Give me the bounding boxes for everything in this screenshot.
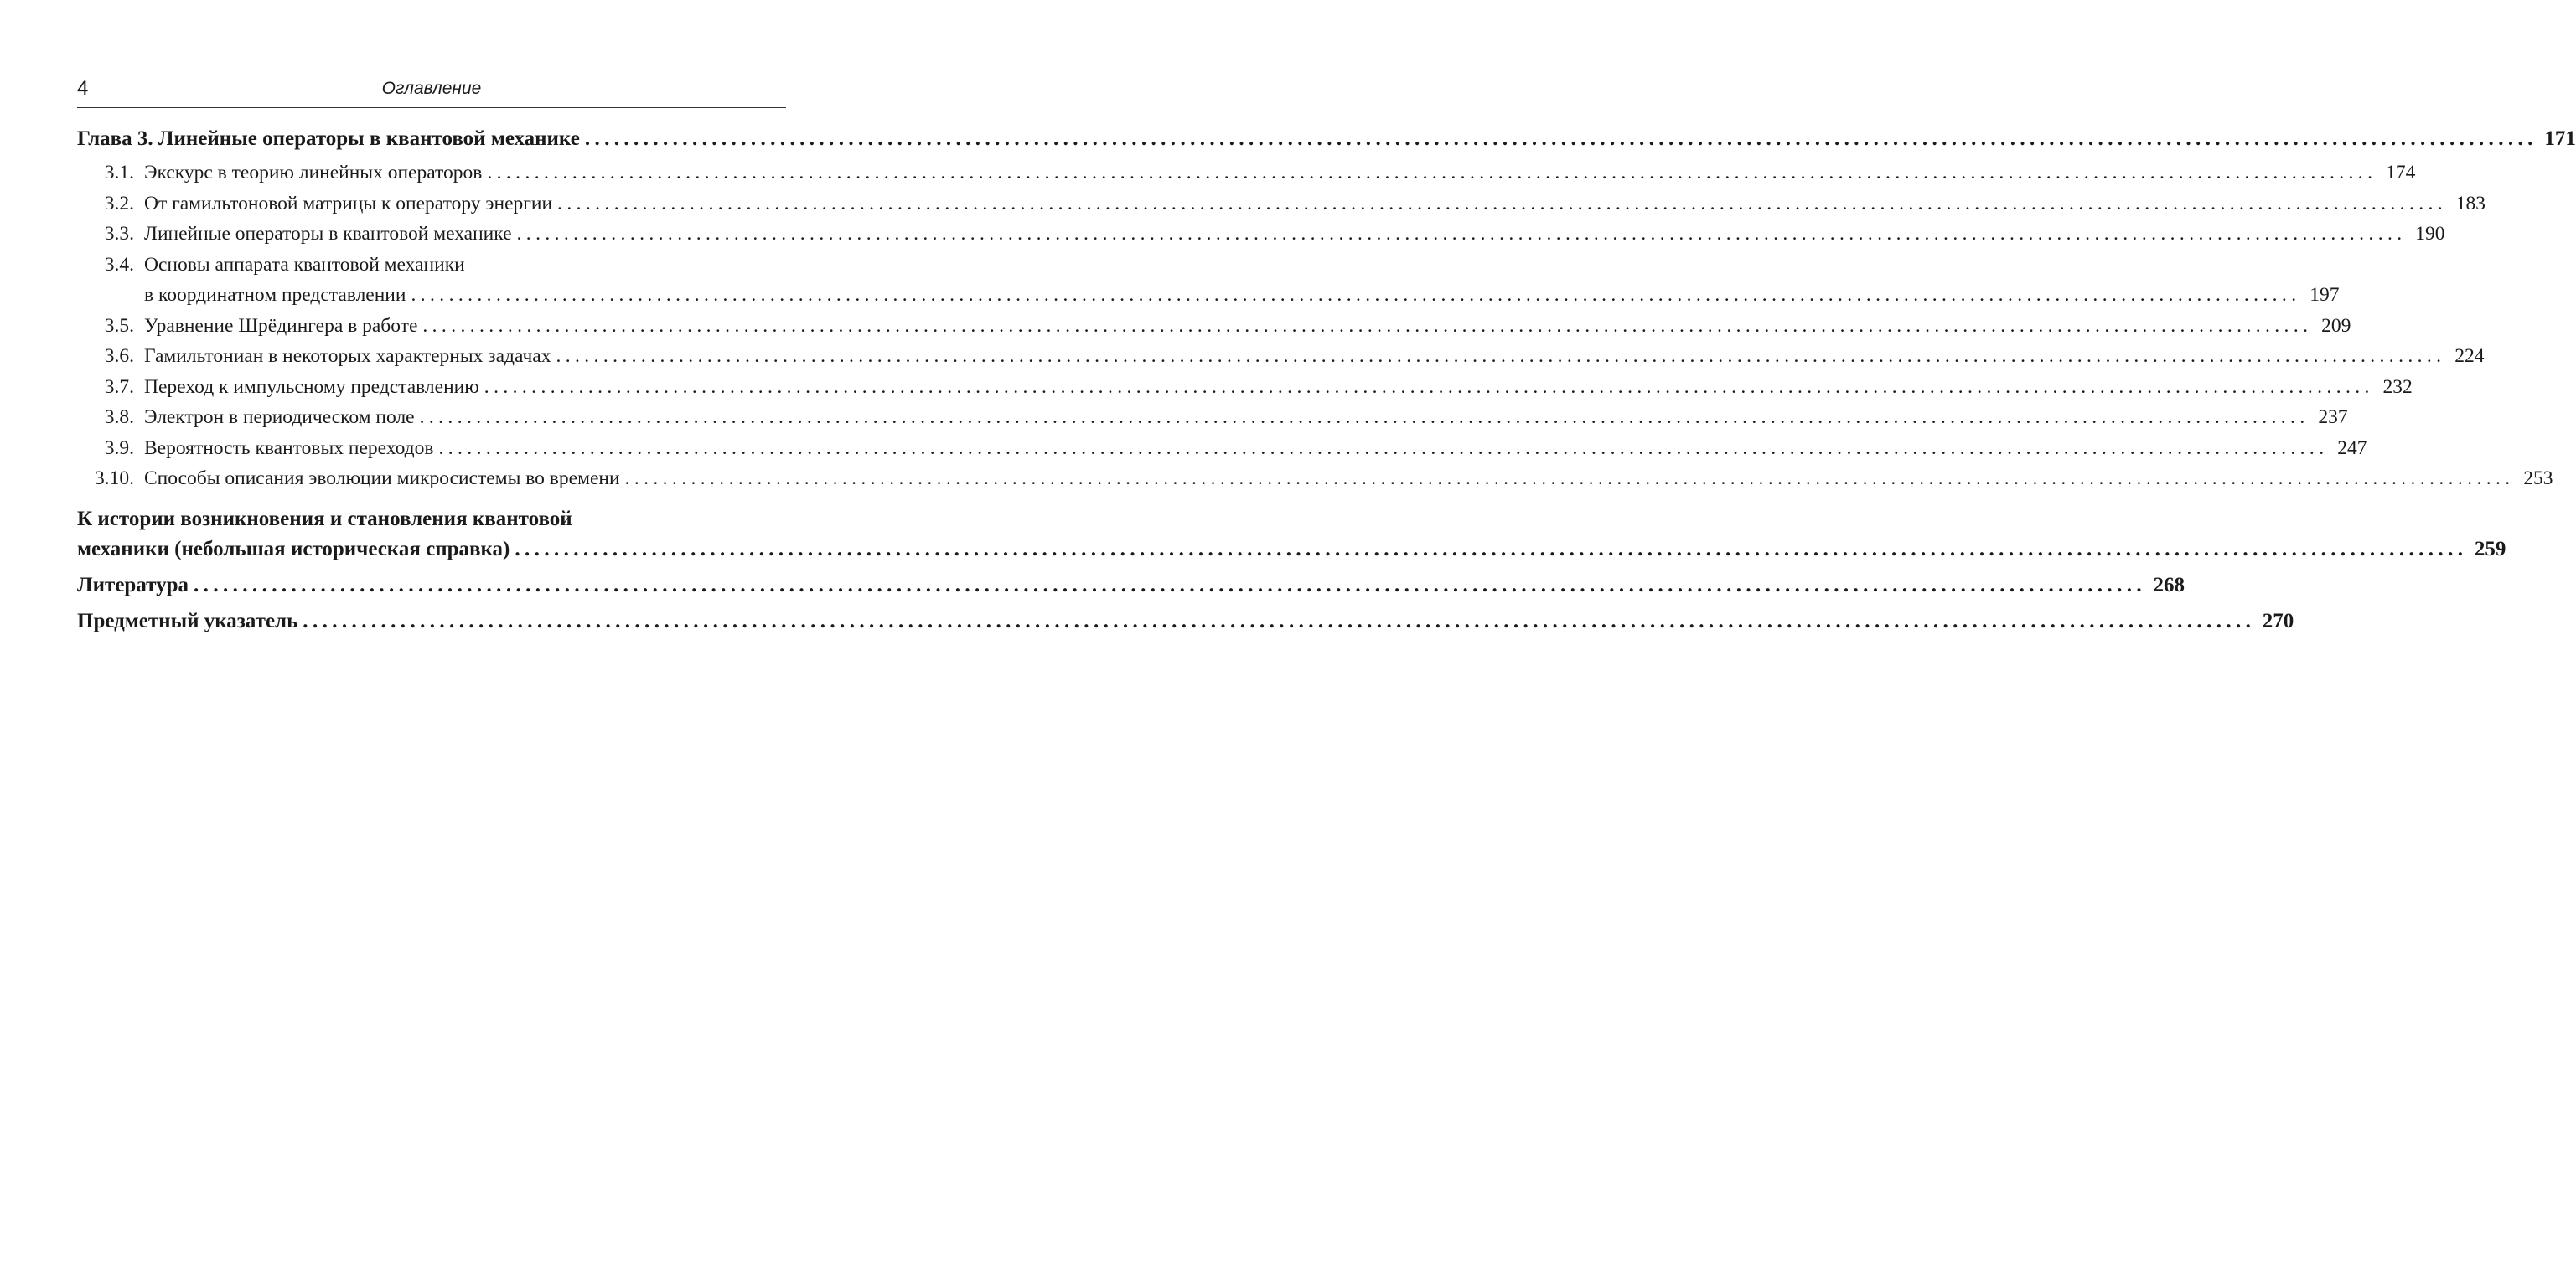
toc-title: Вероятность квантовых переходов <box>144 436 434 459</box>
toc-title: От гамильтоновой матрицы к оператору энергии <box>144 192 553 214</box>
page-number: 4 <box>77 77 89 100</box>
toc-title: Глава 3. Линейные операторы в квантовой механике <box>77 127 580 150</box>
toc-title: Электрон в периодическом поле <box>144 406 415 428</box>
toc-page: 190 <box>2415 223 2445 245</box>
leader-dots: ........................................................................................................................................................................................................ <box>516 223 2407 245</box>
toc-title-line2: в координатном представлении <box>144 284 406 306</box>
leader-dots: ........................................................................................................................................................................................................ <box>556 345 2446 367</box>
toc-title: Литература <box>77 573 189 596</box>
running-title: Оглавление <box>381 79 482 98</box>
toc-section-3-2[interactable] <box>77 188 2486 219</box>
toc-title: Гамильтониан в некоторых характерных задачах <box>144 345 551 367</box>
toc-page: 232 <box>2382 375 2413 398</box>
leader-dots: ........................................................................................................................................................................................................ <box>411 284 2301 306</box>
toc-section-3-5[interactable] <box>77 311 2351 342</box>
toc-section-3-10[interactable] <box>77 463 2553 494</box>
toc-title: Уравнение Шрёдингера в работе <box>144 314 418 337</box>
toc-page: 268 <box>2153 573 2185 596</box>
leader-dots: ........................................................................................................................................................................................................ <box>438 436 2329 459</box>
toc-title: Предметный указатель <box>77 609 298 632</box>
toc-number: 3.5. <box>104 314 134 337</box>
toc-number: 3.2. <box>104 192 134 214</box>
toc-number: 3.8. <box>104 406 134 428</box>
toc-page: 171 <box>2544 127 2576 150</box>
leader-dots: ........................................................................................................................................................................................................ <box>515 537 2468 560</box>
toc-number: 3.10. <box>95 467 134 489</box>
toc-section-3-4[interactable] <box>77 250 2340 311</box>
header-rule <box>77 107 786 108</box>
toc-page: 253 <box>2523 467 2553 489</box>
toc-page: 259 <box>2474 537 2506 560</box>
toc-title: Линейные операторы в квантовой механике <box>144 223 512 245</box>
toc-page: 224 <box>2454 345 2485 367</box>
leader-dots: ........................................................................................................................................................................................................ <box>487 162 2377 183</box>
leader-dots: ........................................................................................................................................................................................................ <box>303 609 2256 632</box>
toc-title: Способы описания эволюции микросистемы во времени <box>144 467 620 489</box>
toc-page: 197 <box>2310 284 2340 306</box>
toc-number: 3.7. <box>104 375 134 398</box>
toc-section-3-1[interactable] <box>77 157 2416 188</box>
toc-chapter-3[interactable] <box>77 124 2576 154</box>
toc-number: 3.3. <box>104 223 134 245</box>
toc-title: Экскурс в теорию линейных операторов <box>144 162 483 183</box>
toc-section-3-9[interactable] <box>77 433 2367 464</box>
toc-title-line2: механики (небольшая историческая справка) <box>77 537 510 560</box>
toc-subject-index[interactable] <box>77 606 2294 637</box>
toc-page: 209 <box>2321 314 2351 337</box>
toc-title: Переход к импульсному представлению <box>144 375 479 398</box>
running-head <box>77 77 786 102</box>
toc-number: 3.4. <box>104 253 134 276</box>
toc-number: 3.9. <box>104 436 134 459</box>
toc-section-3-7[interactable] <box>77 372 2413 403</box>
toc-history[interactable] <box>77 504 2506 565</box>
toc-literature[interactable] <box>77 570 2185 601</box>
toc-title-line1: К истории возникновения и становления квантовой <box>77 507 572 530</box>
toc-page: 247 <box>2337 436 2367 459</box>
toc-title-line1: Основы аппарата квантовой механики <box>144 253 465 276</box>
toc-page: 183 <box>2455 192 2486 214</box>
leader-dots: ........................................................................................................................................................................................................ <box>584 127 2537 150</box>
toc-number: 3.1. <box>104 162 134 183</box>
leader-dots: ........................................................................................................................................................................................................ <box>419 406 2310 428</box>
toc-section-3-6[interactable] <box>77 341 2485 372</box>
toc-section-3-3[interactable] <box>77 219 2445 250</box>
toc-section-3-8[interactable] <box>77 402 2348 433</box>
table-of-contents <box>77 124 2576 637</box>
leader-dots: ........................................................................................................................................................................................................ <box>557 192 2448 214</box>
toc-number: 3.6. <box>104 345 134 367</box>
toc-page: 174 <box>2386 162 2416 183</box>
leader-dots: ........................................................................................................................................................................................................ <box>194 573 2147 596</box>
leader-dots: ........................................................................................................................................................................................................ <box>624 467 2515 489</box>
leader-dots: ........................................................................................................................................................................................................ <box>484 375 2374 398</box>
toc-page: 237 <box>2318 406 2348 428</box>
leader-dots: ........................................................................................................................................................................................................ <box>422 314 2313 337</box>
toc-page: 270 <box>2262 609 2294 632</box>
